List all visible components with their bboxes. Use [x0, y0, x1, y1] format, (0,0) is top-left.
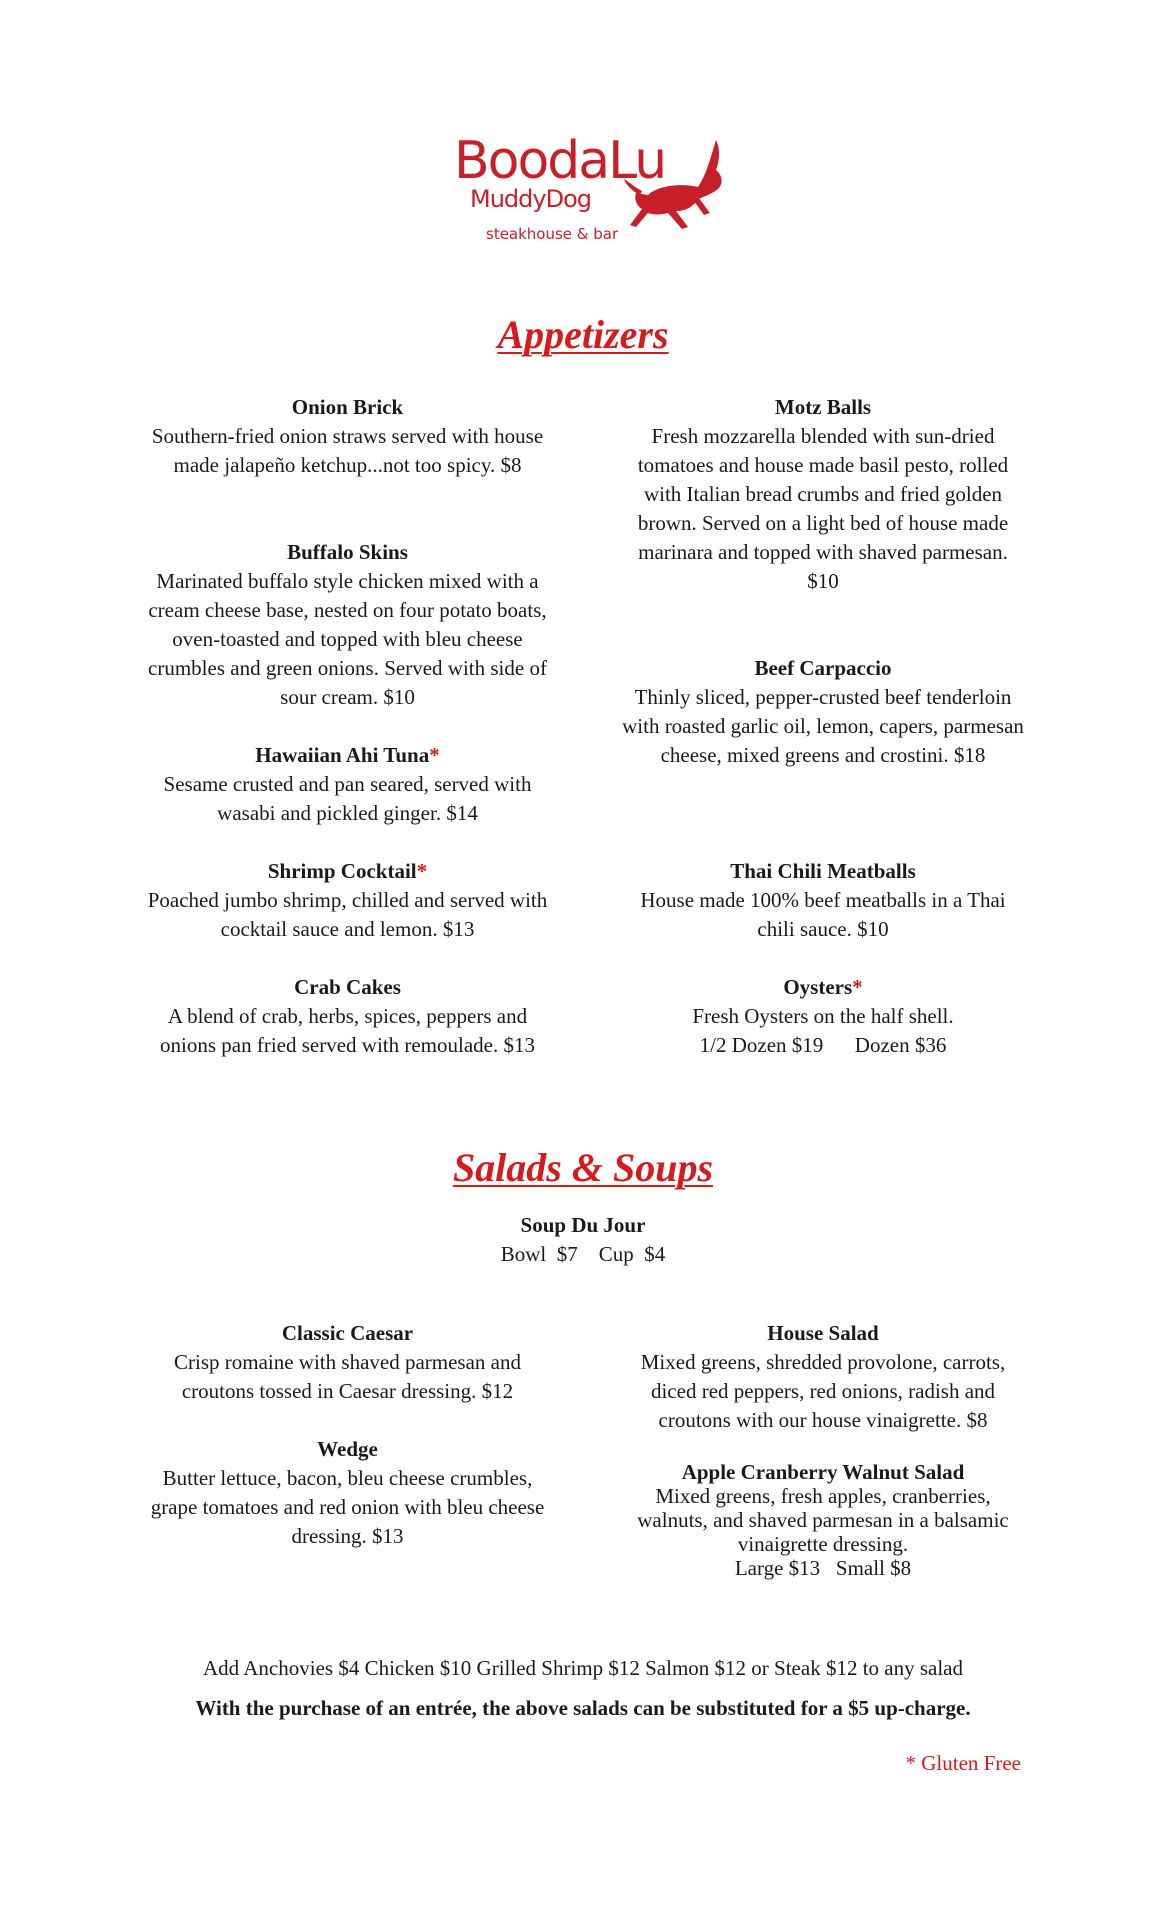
item-name: Motz Balls — [774, 395, 872, 419]
item-prices: Bowl $7 Cup $4 — [500, 1242, 666, 1266]
menu-item-classic-caesar — [145, 1319, 550, 1406]
running-dog-icon — [448, 131, 728, 255]
logo-line-2: MuddyDog — [470, 185, 591, 213]
item-description: Butter lettuce, bacon, bleu cheese crumbles, grape tomatoes and red onion with bleu cheese dressing. $13 — [150, 1466, 545, 1548]
menu-item-apple-cranberry-walnut-salad — [620, 1460, 1026, 1580]
item-description: Mixed greens, shredded provolone, carrots, diced red peppers, red onions, radish and croutons with our house vinaigrette. $8 — [640, 1350, 1006, 1432]
appetizers-heading: Appetizers — [497, 312, 669, 357]
item-name: Oysters — [783, 975, 853, 999]
item-name: Onion Brick — [291, 395, 404, 419]
menu-item-onion-brick — [145, 393, 550, 480]
menu-item-oysters — [620, 973, 1026, 1060]
item-prices: 1/2 Dozen $19 Dozen $36 — [699, 1033, 947, 1057]
item-name: Buffalo Skins — [287, 540, 408, 564]
item-name: Shrimp Cocktail — [267, 859, 417, 883]
logo-line-3: steakhouse & bar — [486, 225, 619, 243]
menu-item-motz-balls — [620, 393, 1026, 596]
item-description: Sesame crusted and pan seared, served with wasabi and pickled ginger. $14 — [163, 772, 532, 825]
item-description: Fresh Oysters on the half shell. — [692, 1004, 954, 1028]
item-prices: Large $13 Small $8 — [734, 1556, 912, 1580]
item-name: House Salad — [767, 1321, 879, 1345]
gluten-free-marker: * — [429, 743, 440, 767]
item-name: Hawaiian Ahi Tuna — [255, 743, 430, 767]
salad-addons: Add Anchovies $4 Chicken $10 Grilled Shrimp $12 Salmon $12 or Steak $12 to any salad — [203, 1656, 963, 1680]
menu-item-crab-cakes — [145, 973, 550, 1060]
entree-substitution-note: With the purchase of an entrée, the above salads can be substituted for a $5 up-charge. — [195, 1696, 971, 1720]
item-description: Marinated buffalo style chicken mixed with a cream cheese base, nested on four potato boats, oven-toasted and topped with bleu cheese crumbles and green onions. Served with side of sour cream. $10 — [148, 569, 547, 709]
item-description: Poached jumbo shrimp, chilled and served with cocktail sauce and lemon. $13 — [147, 888, 548, 941]
menu-item-soup-du-jour — [383, 1211, 783, 1269]
menu-item-house-salad — [620, 1319, 1026, 1435]
item-name: Apple Cranberry Walnut Salad — [681, 1460, 965, 1484]
item-name: Soup Du Jour — [520, 1213, 646, 1237]
item-description: House made 100% beef meatballs in a Thai chili sauce. $10 — [640, 888, 1006, 941]
gluten-free-marker: * — [416, 859, 428, 883]
restaurant-logo — [448, 131, 728, 255]
menu-item-thai-chili-meatballs — [620, 857, 1026, 944]
item-description: Crisp romaine with shaved parmesan and croutons tossed in Caesar dressing. $12 — [174, 1350, 521, 1403]
logo-line-1: BoodaLu — [454, 131, 666, 191]
item-description: Thinly sliced, pepper-crusted beef tenderloin with roasted garlic oil, lemon, capers, parmesan cheese, mixed greens and crostini. $18 — [622, 685, 1024, 767]
item-description: Fresh mozzarella blended with sun-dried tomatoes and house made basil pesto, rolled with Italian bread crumbs and fried golden brown. Served on a light bed of house made marinara and topped with shaved parmesan. $10 — [637, 424, 1009, 593]
menu-item-ahi-tuna — [145, 741, 550, 828]
gluten-free-marker: * — [852, 975, 863, 999]
item-description: Southern-fried onion straws served with house made jalapeño ketchup...not too spicy. $8 — [151, 424, 544, 477]
item-description: Mixed greens, fresh apples, cranberries, walnuts, and shaved parmesan in a balsamic vinaigrette dressing. — [637, 1484, 1009, 1556]
item-name: Beef Carpaccio — [754, 656, 892, 680]
item-description: A blend of crab, herbs, spices, peppers and onions pan fried served with remoulade. $13 — [160, 1004, 535, 1057]
item-name: Crab Cakes — [294, 975, 401, 999]
gluten-free-legend: * Gluten Free — [905, 1751, 1021, 1775]
item-name: Wedge — [317, 1437, 378, 1461]
menu-item-wedge — [145, 1435, 550, 1551]
menu-item-buffalo-skins — [145, 538, 550, 712]
item-name: Classic Caesar — [281, 1321, 414, 1345]
item-name: Thai Chili Meatballs — [730, 859, 916, 883]
menu-item-beef-carpaccio — [620, 654, 1026, 770]
salads-heading: Salads & Soups — [452, 1145, 714, 1190]
menu-item-shrimp-cocktail — [145, 857, 550, 944]
